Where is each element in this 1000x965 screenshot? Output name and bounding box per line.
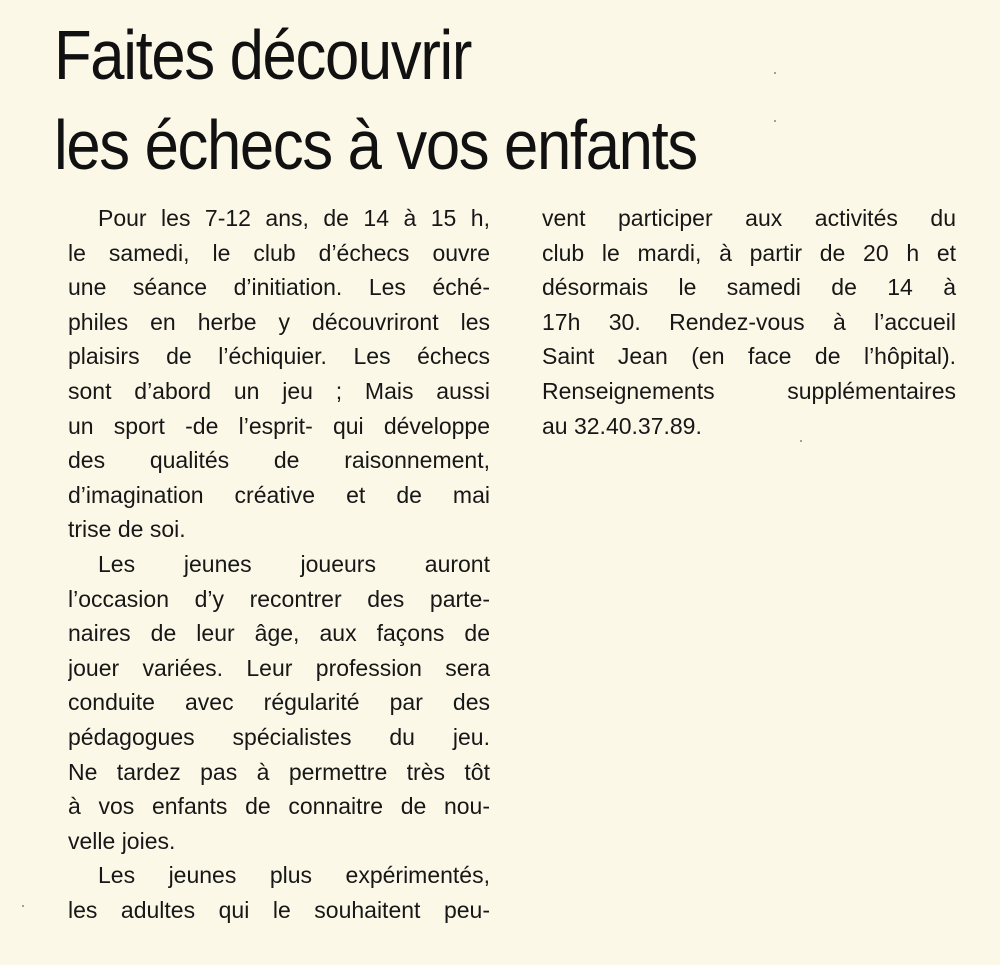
left-column-line: naires de leur âge, aux façons de — [68, 620, 490, 647]
right-column-line: Renseignements supplémentaires — [542, 377, 956, 404]
print-speck — [774, 72, 776, 74]
headline — [54, 10, 846, 190]
left-column — [68, 201, 490, 927]
right-column-line: 17h 30. Rendez-vous à l’accueil — [542, 308, 956, 335]
headline-line-2: les échecs à vos enfants — [54, 106, 697, 184]
right-column-line: club le mardi, à partir de 20 h et — [542, 239, 956, 266]
left-column-line: jouer variées. Leur profession sera — [68, 654, 490, 681]
left-column-line: un sport -de l’esprit- qui développe — [68, 412, 490, 439]
left-column-line: d’imagination créative et de mai — [68, 481, 490, 508]
headline-line-1: Faites découvrir — [54, 16, 472, 94]
left-column-line: pédagogues spécialistes du jeu. — [68, 723, 490, 750]
left-column-line: Les jeunes plus expérimentés, — [98, 862, 490, 889]
left-column-line: des qualités de raisonnement, — [68, 447, 490, 474]
left-column-line: le samedi, le club d’échecs ouvre — [68, 239, 490, 266]
right-column-line: vent participer aux activités du — [542, 205, 956, 231]
left-column-line: philes en herbe y découvriront les — [68, 308, 490, 335]
left-column-line: Ne tardez pas à permettre très tôt — [68, 758, 490, 785]
right-column-line: au 32.40.37.89. — [542, 412, 702, 439]
right-column — [542, 201, 956, 443]
right-column-line: désormais le samedi de 14 à — [542, 274, 956, 301]
left-column-line: les adultes qui le souhaitent peu- — [68, 896, 490, 923]
left-column-line: une séance d’initiation. Les éché- — [68, 274, 490, 301]
print-speck — [774, 120, 776, 122]
left-column-line: conduite avec régularité par des — [68, 689, 490, 716]
print-speck — [22, 905, 24, 907]
left-column-line: l’occasion d’y recontrer des parte- — [68, 585, 490, 612]
left-column-line: Pour les 7-12 ans, de 14 à 15 h, — [98, 205, 490, 231]
left-column-line: sont d’abord un jeu ; Mais aussi — [68, 377, 490, 404]
left-column-line: plaisirs de l’échiquier. Les échecs — [68, 343, 490, 370]
print-speck — [800, 440, 802, 442]
right-column-line: Saint Jean (en face de l’hôpital). — [542, 343, 956, 370]
left-column-line: velle joies. — [68, 827, 176, 854]
left-column-line: à vos enfants de connaitre de nou- — [68, 793, 490, 820]
left-column-line: trise de soi. — [68, 516, 186, 543]
left-column-line: Les jeunes joueurs auront — [98, 550, 490, 577]
